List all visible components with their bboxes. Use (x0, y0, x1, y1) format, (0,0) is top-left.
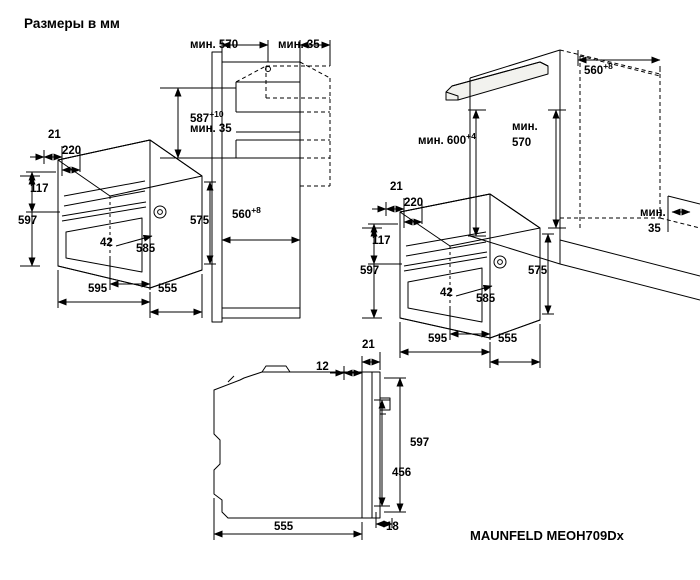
side-section-dimensions (214, 352, 406, 540)
dim-label-560-corner-value: 560 (584, 64, 604, 77)
dim-label-min-600-value: мин. 600 (418, 134, 467, 147)
dim-label-456-side: 456 (392, 467, 412, 479)
side-section-view (214, 366, 390, 518)
dim-label-585-right: 585 (476, 293, 496, 305)
dim-label-587-tolerance: +10 (209, 109, 224, 119)
dim-label-35-corner: 35 (648, 223, 661, 235)
dim-label-555-left: 555 (158, 283, 178, 295)
dim-label-18-side: 18 (386, 521, 399, 533)
model-label: MAUNFELD MEOH709Dx (470, 528, 624, 543)
dim-label-21-right: 21 (390, 181, 403, 193)
dim-label-560-niche (232, 206, 261, 221)
dim-label-117-left: 117 (30, 183, 49, 195)
dim-label-597-side: 597 (410, 437, 430, 449)
dim-label-12-side: 12 (316, 361, 329, 373)
dim-label-42-right: 42 (440, 287, 453, 299)
dim-label-555-right: 555 (498, 333, 518, 345)
dim-label-21-left: 21 (48, 129, 61, 141)
cabinet-niche-view (212, 52, 330, 322)
dim-label-220-right: 220 (404, 197, 424, 209)
dim-label-min-word-2: мин. (640, 207, 666, 219)
dim-label-560-corner (584, 62, 613, 77)
dim-label-597-right: 597 (360, 265, 380, 277)
dim-label-42-left: 42 (100, 237, 113, 249)
dim-label-min-600 (418, 132, 476, 147)
dim-label-min-35-mid: мин. 35 (190, 123, 232, 135)
corner-installation-view (446, 50, 700, 300)
dim-label-21-side: 21 (362, 339, 375, 351)
dim-label-575-right: 575 (528, 265, 548, 277)
dim-label-min-570: мин. 570 (190, 39, 239, 51)
dim-label-575-left: 575 (190, 215, 210, 227)
dim-label-min-35-top: мин. 35 (278, 39, 320, 51)
dim-label-560-niche-tolerance: +8 (251, 205, 261, 215)
dim-label-597-left: 597 (18, 215, 38, 227)
dim-label-560-corner-tolerance: +8 (603, 61, 613, 71)
dim-label-560-niche-value: 560 (232, 208, 252, 221)
dim-label-585-left: 585 (136, 243, 156, 255)
dim-label-555-side: 555 (274, 521, 294, 533)
dim-label-570-corner: 570 (512, 137, 532, 149)
dim-label-220-left: 220 (62, 145, 82, 157)
page-title: Размеры в мм (24, 16, 120, 31)
oven-front-right-dimensions (362, 198, 554, 368)
dim-label-min-600-tolerance: +4 (466, 131, 476, 141)
dim-label-595-right: 595 (428, 333, 448, 345)
dim-label-595-left: 595 (88, 283, 108, 295)
oven-front-left-dimensions (20, 146, 216, 318)
dim-label-min-word-1: мин. (512, 121, 538, 133)
dim-label-587-value: 587 (190, 112, 210, 125)
dim-label-117-right: 117 (372, 235, 391, 247)
